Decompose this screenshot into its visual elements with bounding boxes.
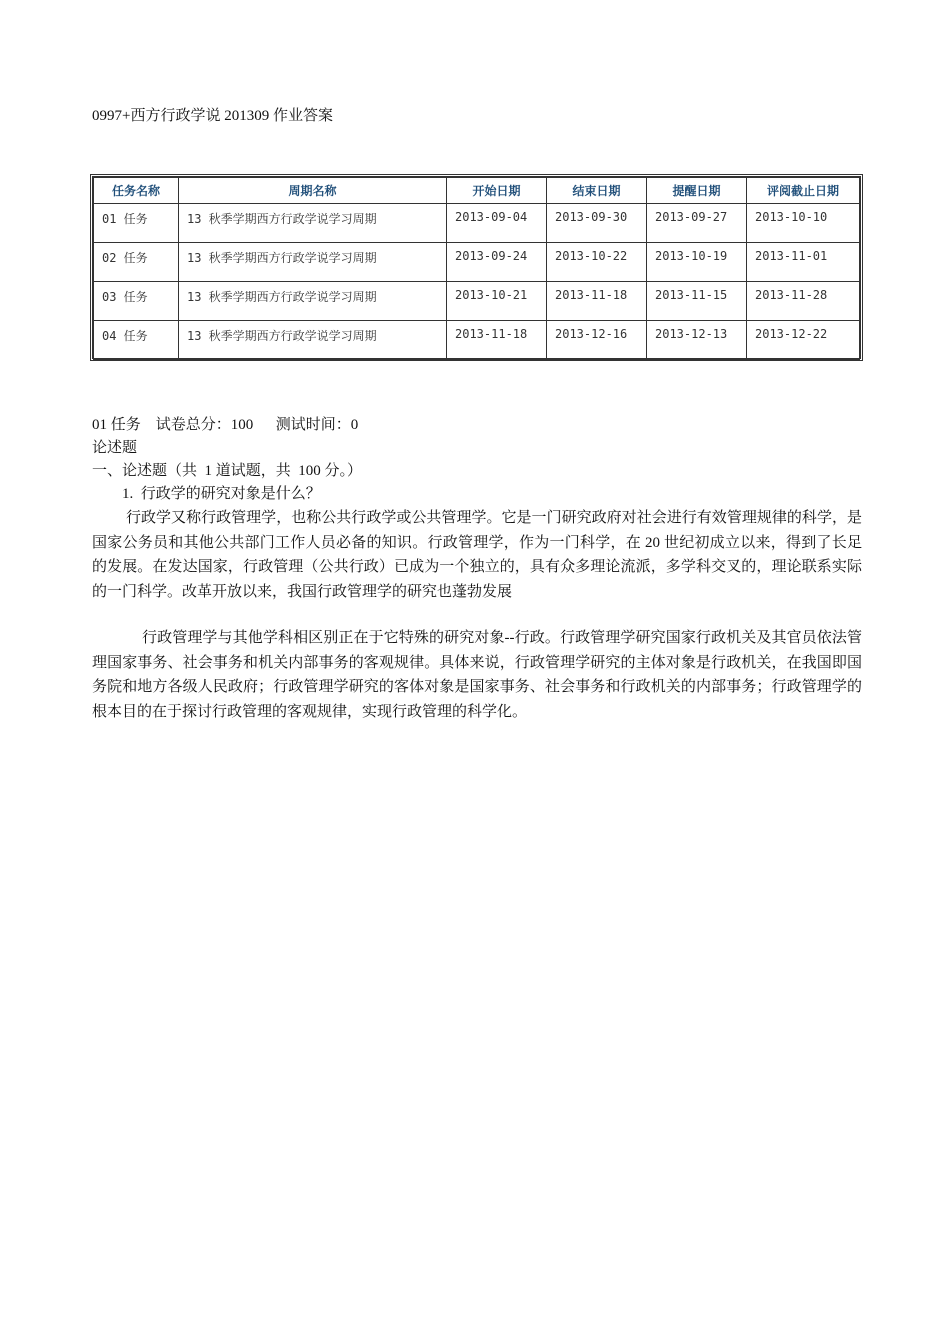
table-cell: 2013-12-16 bbox=[547, 321, 647, 360]
answer-paragraph: 行政学又称行政管理学，也称公共行政学或公共管理学。它是一门研究政府对社会进行有效管理规律的科学，是国家公务员和其他公共部门工作人员必备的知识。行政管理学，作为一门科学，在 20 世纪初成立以来，得到了长足的发展。在发达国家，行政管理（公共行政）已成为一个独立的，具有众多理论流派，多学科交叉的，理论联系实际的一门科学。改革开放以来，我国行政管理学的研究也蓬勃发展 bbox=[92, 510, 862, 600]
question-text: 1. 行政学的研究对象是什么？ bbox=[122, 486, 321, 502]
table-cell: 2013-12-22 bbox=[747, 321, 860, 360]
table-cell: 04 任务 bbox=[94, 321, 179, 360]
table-cell: 2013-09-27 bbox=[647, 204, 747, 243]
table-cell: 2013-11-28 bbox=[747, 282, 860, 321]
table-cell: 2013-10-19 bbox=[647, 243, 747, 282]
table-row bbox=[94, 243, 860, 282]
table-cell: 13 秋季学期西方行政学说学习周期 bbox=[179, 282, 447, 321]
table-cell: 2013-09-30 bbox=[547, 204, 647, 243]
table-cell: 2013-11-18 bbox=[447, 321, 547, 360]
table-cell: 2013-11-15 bbox=[647, 282, 747, 321]
table-cell: 2013-10-21 bbox=[447, 282, 547, 321]
table-cell: 2013-12-13 bbox=[647, 321, 747, 360]
column-header: 任务名称 bbox=[94, 178, 179, 204]
table-cell: 2013-11-01 bbox=[747, 243, 860, 282]
table-row bbox=[94, 282, 860, 321]
paragraph-spacer bbox=[92, 604, 862, 626]
table-cell: 02 任务 bbox=[94, 243, 179, 282]
table-header-row bbox=[94, 178, 860, 204]
task-table bbox=[93, 177, 860, 360]
table-cell: 2013-09-04 bbox=[447, 204, 547, 243]
answer-paragraph: 行政管理学与其他学科相区别正在于它特殊的研究对象--行政。行政管理学研究国家行政机关及其官员依法管理国家事务、社会事务和机关内部事务的客观规律。具体来说，行政管理学研究的主体对象是行政机关，在我国即国务院和地方各级人民政府；行政管理学研究的客体对象是国家事务、社会事务和行政机关的内部事务；行政管理学的根本目的在于探讨行政管理的客观规律，实现行政管理的科学化。 bbox=[92, 630, 862, 720]
table-cell: 13 秋季学期西方行政学说学习周期 bbox=[179, 204, 447, 243]
table-cell: 01 任务 bbox=[94, 204, 179, 243]
document-title: 0997+西方行政学说 201309 作业答案 bbox=[92, 108, 333, 124]
column-header: 评阅截止日期 bbox=[747, 178, 860, 204]
column-header: 结束日期 bbox=[547, 178, 647, 204]
assignment-section bbox=[92, 414, 862, 724]
table-cell: 2013-11-18 bbox=[547, 282, 647, 321]
table-cell: 13 秋季学期西方行政学说学习周期 bbox=[179, 321, 447, 360]
table-cell: 03 任务 bbox=[94, 282, 179, 321]
table-cell: 2013-10-10 bbox=[747, 204, 860, 243]
assignment-info-line: 01 任务 试卷总分：100 测试时间：0 bbox=[92, 417, 359, 433]
column-header: 周期名称 bbox=[179, 178, 447, 204]
section-type-label: 论述题 bbox=[92, 440, 138, 456]
table-cell: 2013-10-22 bbox=[547, 243, 647, 282]
table-cell: 13 秋季学期西方行政学说学习周期 bbox=[179, 243, 447, 282]
table-row bbox=[94, 204, 860, 243]
column-header: 提醒日期 bbox=[647, 178, 747, 204]
column-header: 开始日期 bbox=[447, 178, 547, 204]
section-heading: 一、论述题（共 1 道试题，共 100 分。） bbox=[92, 463, 363, 479]
table-row bbox=[94, 321, 860, 360]
table-cell: 2013-09-24 bbox=[447, 243, 547, 282]
task-table-frame bbox=[90, 174, 863, 361]
